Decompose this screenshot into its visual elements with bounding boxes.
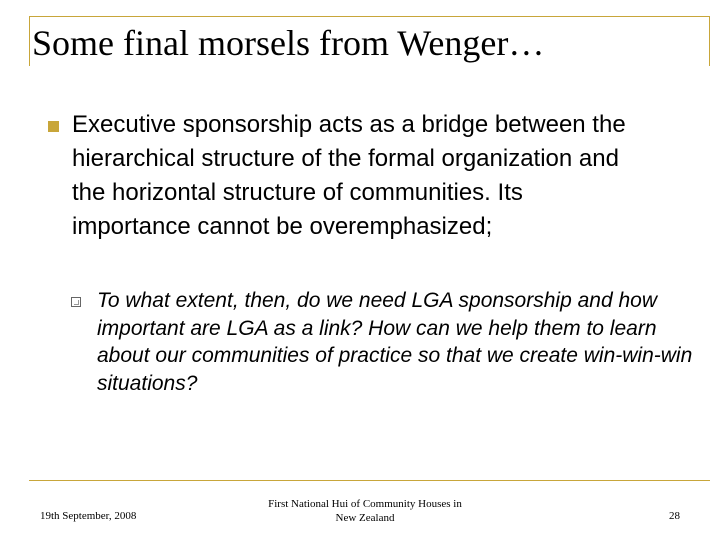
bullet-text-main: Executive sponsorship acts as a bridge between the hierarchical structure of the formal organization and the horizontal structure of communities. Its importance cannot be overemphasized;	[72, 111, 626, 240]
frame-line-top	[29, 16, 710, 17]
square-bullet-icon	[48, 121, 59, 132]
footer-event	[250, 497, 480, 525]
slide-title: Some final morsels from Wenger…	[32, 23, 545, 63]
footer-date: 19th September, 2008	[40, 510, 137, 522]
frame-line-left	[29, 16, 30, 66]
frame-line-right	[709, 16, 710, 66]
checkbox-bullet-icon	[71, 297, 81, 307]
footer-event-line1: First National Hui of Community Houses in	[268, 498, 462, 510]
bullet-text-sub: To what extent, then, do we need LGA sponsorship and how important are LGA as a link? How can we help them to learn about our communities of practice so that we create win-win-win situations?	[97, 289, 693, 395]
page-number: 28	[669, 510, 680, 522]
frame-line-bottom	[29, 480, 710, 481]
footer-event-line2: New Zealand	[335, 512, 395, 524]
